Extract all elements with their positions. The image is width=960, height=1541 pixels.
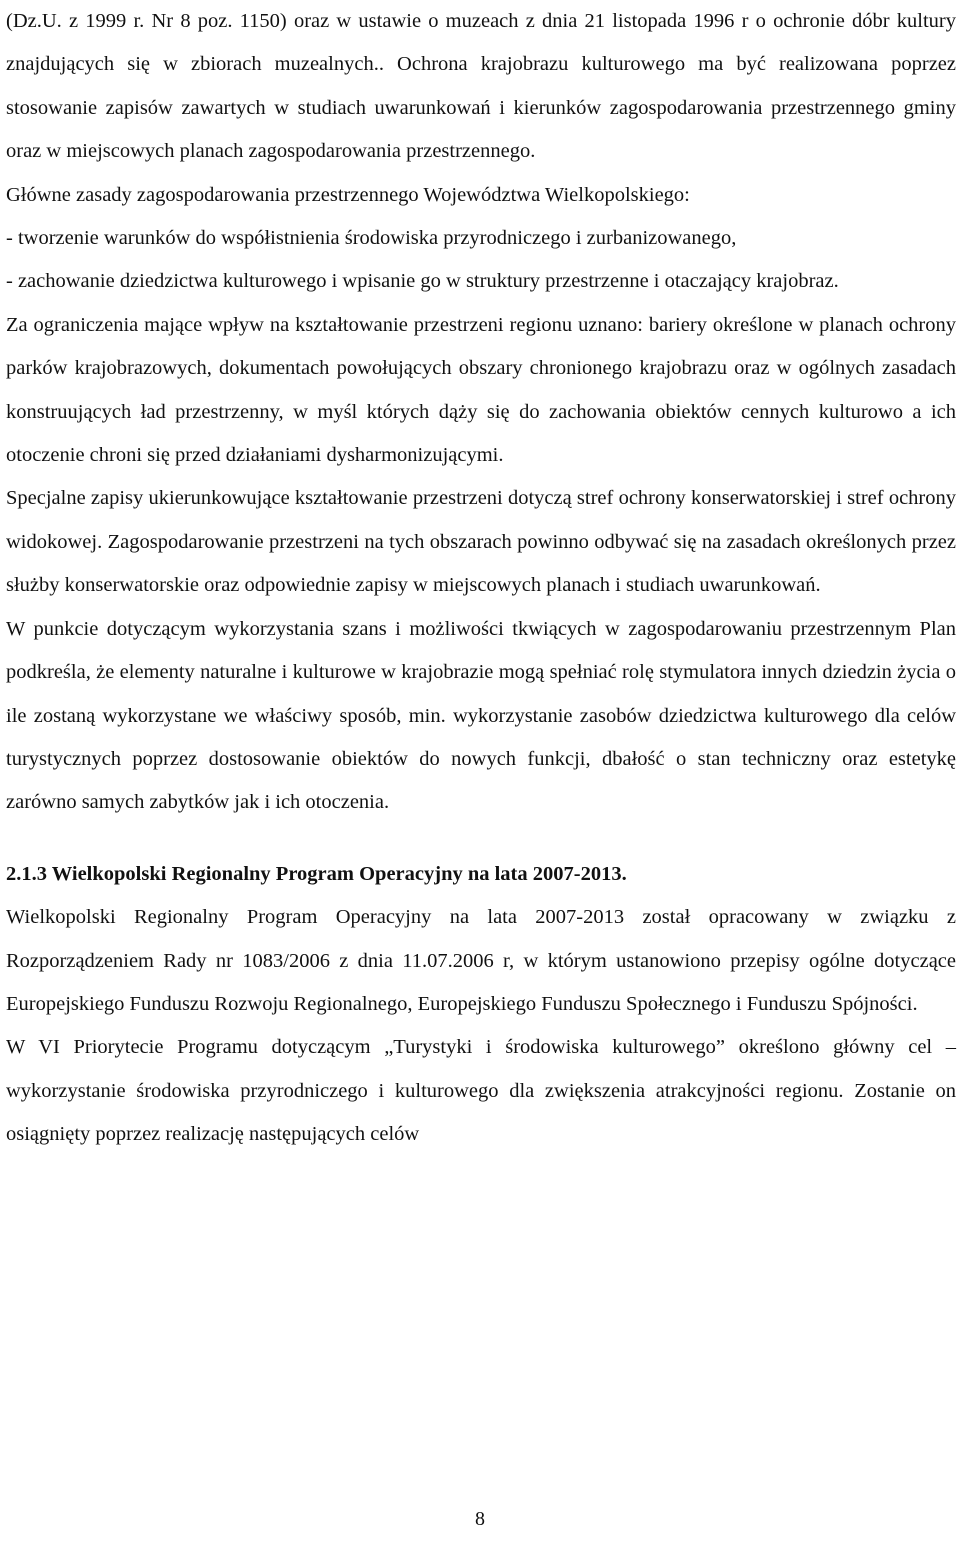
paragraph-limitations: Za ograniczenia mające wpływ na kształtowanie przestrzeni regionu uznano: bariery określone w planach ochrony parków krajobrazowych, dokumentach powołujących obszary chronionego krajobrazu oraz w ogólnych zasadach konstruujących ład przestrzenny, w myśl których dąży się do zachowania obiektów cennych kulturowo a ich otoczenie chroni się przed działaniami dysharmonizującymi. xyxy=(6,313,956,467)
document-page xyxy=(6,0,956,1157)
paragraph-wrpo-intro: Wielkopolski Regionalny Program Operacyjny na lata 2007-2013 został opracowany w związku z Rozporządzeniem Rady nr 1083/2006 z dnia 11.07.2006 r, w którym ustanowiono przepisy ogólne dotyczące Europejskiego Funduszu Rozwoju Regionalnego, Europejskiego Funduszu Społecznego i Funduszu Spójności. xyxy=(6,906,956,1015)
paragraph-opportunities: W punkcie dotyczącym wykorzystania szans i możliwości tkwiących w zagospodarowaniu przestrzennym Plan podkreśla, że elementy naturalne i kulturowe w krajobrazie mogą spełniać rolę stymulatora innych dziedzin życia o ile zostaną wykorzystane we właściwy sposób, min. wykorzystanie zasobów dziedzictwa kulturowego dla celów turystycznych poprzez dostosowanie obiektów do nowych funkcji, dbałość o stan techniczny oraz estetykę zarówno samych zabytków jak i ich otoczenia. xyxy=(6,617,956,814)
paragraph-principle-heritage: - zachowanie dziedzictwa kulturowego i wpisanie go w struktury przestrzenne i otaczający krajobraz. xyxy=(6,270,839,293)
paragraph-priority-vi: W VI Priorytecie Programu dotyczącym „Turystyki i środowiska kulturowego” określono główny cel – wykorzystanie środowiska przyrodniczego i kulturowego dla zwiększenia atrakcyjności regionu. Zostanie on osiągnięty poprzez realizację następujących celów xyxy=(6,1036,956,1146)
paragraph-special-provisions: Specjalne zapisy ukierunkowujące kształtowanie przestrzeni dotyczą stref ochrony konserwatorskiej i stref ochrony widokowej. Zagospodarowanie przestrzeni na tych obszarach powinno odbywać się na zasadach określonych przez służby konserwatorskie oraz odpowiednie zapisy w miejscowych planach i studiach uwarunkowań. xyxy=(6,487,956,597)
section-heading: 2.1.3 Wielkopolski Regionalny Program Operacyjny na lata 2007-2013. xyxy=(6,862,627,885)
paragraph-main-principles-intro: Główne zasady zagospodarowania przestrzennego Województwa Wielkopolskiego: xyxy=(6,183,690,206)
paragraph-principle-coexistence: - tworzenie warunków do współistnienia środowiska przyrodniczego i zurbanizowanego, xyxy=(6,227,737,250)
paragraph-museum-law: (Dz.U. z 1999 r. Nr 8 poz. 1150) oraz w ustawie o muzeach z dnia 21 listopada 1996 r o ochronie dóbr kultury znajdujących się w zbiorach muzealnych.. Ochrona krajobrazu kulturowego ma być realizowana poprzez stosowanie zapisów zawartych w studiach uwarunkowań i kierunków zagospodarowania przestrzennego gminy oraz w miejscowych planach zagospodarowania przestrzennego. xyxy=(6,10,956,163)
page-number: 8 xyxy=(475,1508,485,1530)
